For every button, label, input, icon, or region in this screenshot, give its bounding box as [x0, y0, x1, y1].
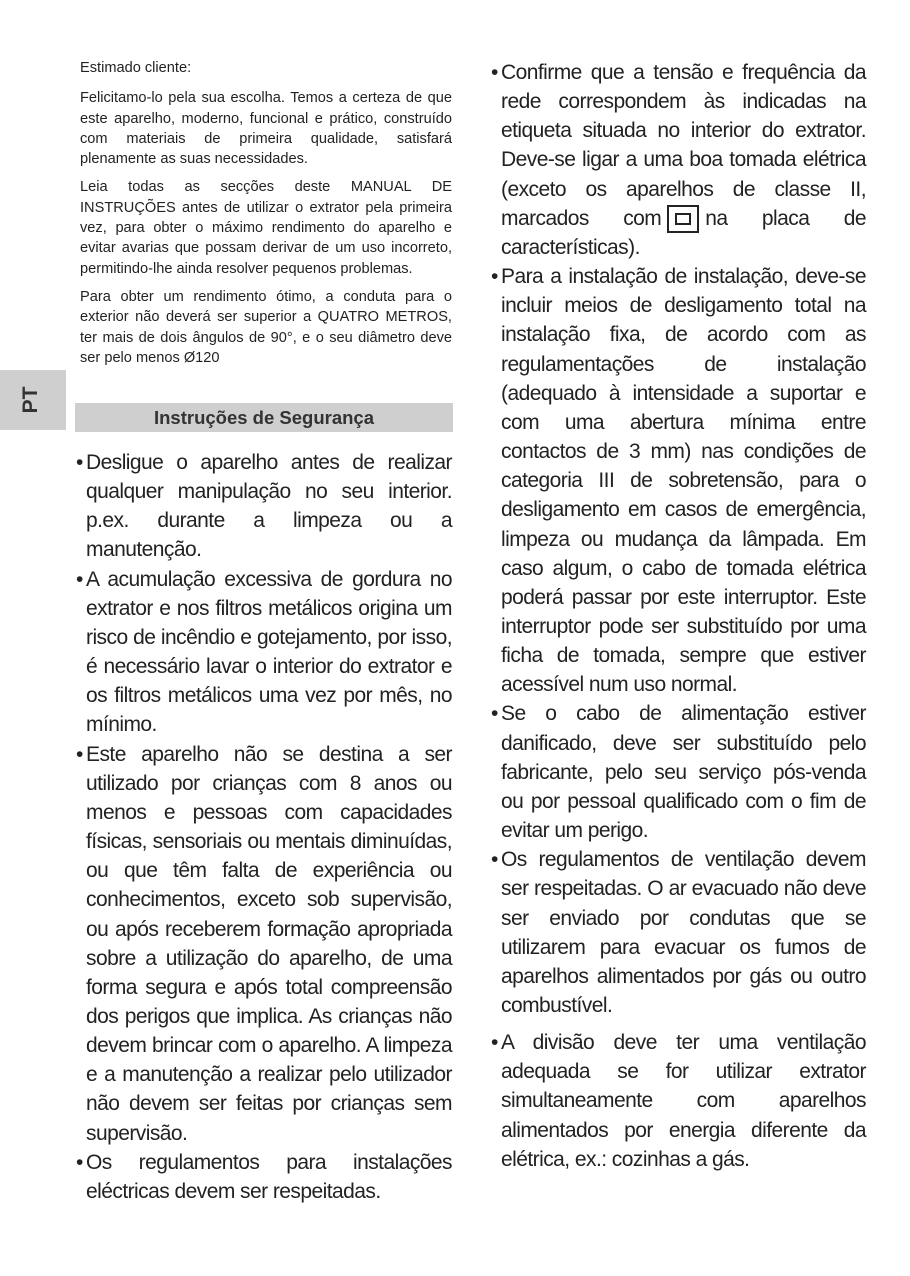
safety-item: • Se o cabo de alimentação estiver danificado, deve ser substituído pelo fabricante, pelo seu serviço pós-venda ou por pessoal qualificado com o fim de evitar um perigo.	[494, 699, 866, 845]
safety-item	[494, 58, 866, 262]
section-heading: Instruções de Segurança	[75, 403, 453, 432]
safety-item: • Este aparelho não se destina a ser utilizado por crianças com 8 anos ou menos e pessoas com capacidades físicas, sensoriais ou mentais diminuídas, ou que têm falta de experiência ou conhecimentos, exceto sob supervisão, ou após receberem formação apropriada sobre a utilização do aparelho, de uma forma segura e após total compreensão dos perigos que implica. As crianças não devem brincar com o aparelho. A limpeza e a manutenção a realizar pelo utilizador não devem ser feitas por crianças sem supervisão.	[79, 740, 452, 1148]
safety-item: • Os regulamentos de ventilação devem ser respeitadas. O ar evacuado não deve ser enviado por condutas que se utilizarem para evacuar os fumos de aparelhos alimentados por gás ou outro combustível.	[494, 845, 866, 1020]
class-ii-symbol-icon	[667, 205, 699, 233]
safety-item-text: Confirme que a tensão e frequência da rede correspondem às indicadas na etiqueta situada no interior do extrator. Deve-se ligar a uma boa tomada elétrica (exceto os aparelhos de classe II, marcados com	[501, 61, 866, 230]
safety-item: • Para a instalação de instalação, deve-se incluir meios de desligamento total na instalação fixa, de acordo com as regulamentações de instalação (adequado à intensidade a suportar e com uma abertura mínima entre contactos de 3 mm) nas condições de categoria III de sobretensão, para o desligamento em casos de emergência, limpeza ou mudança da lâmpada. Em caso algum, o cabo de tomada elétrica poderá passar por este interruptor. Este interruptor pode ser substituído por uma ficha de tomada, sempre que estiver acessível num uso normal.	[494, 262, 866, 699]
safety-item: • Desligue o aparelho antes de realizar qualquer manipulação no seu interior. p.ex. durante a limpeza ou a manutenção.	[79, 448, 452, 565]
intro-greeting: Estimado cliente:	[80, 60, 192, 76]
intro-paragraph-2: Leia todas as secções deste MANUAL DE INSTRUÇÕES antes de utilizar o extrator pela primeira vez, para obter o máximo rendimento do aparelho e evitar avarias que possam derivar de um uso incorreto, permitindo-lhe ainda resolver pequenos problemas.	[80, 179, 452, 277]
language-tab-label: PT	[19, 386, 42, 414]
intro-paragraph-3: Para obter um rendimento ótimo, a conduta para o exterior não deverá ser superior a QUATRO METROS, ter mais de dois ângulos de 90°, e o seu diâmetro deve ser pelo menos Ø120	[80, 288, 452, 366]
intro-paragraph-1: Felicitamo-lo pela sua escolha. Temos a certeza de que este aparelho, moderno, funcional e prático, construído com materiais de primeira qualidade, satisfará plenamente as suas necessidades.	[80, 90, 452, 168]
safety-item: • A divisão deve ter uma ventilação adequada se for utilizar extrator simultaneamente com aparelhos alimentados por energia diferente da elétrica, ex.: cozinhas a gás.	[494, 1028, 866, 1174]
left-safety-list	[79, 448, 452, 1206]
safety-item-text: na placa de características).	[501, 206, 866, 259]
language-tab	[0, 370, 66, 430]
safety-item: • A acumulação excessiva de gordura no extrator e nos filtros metálicos origina um risco de incêndio e gotejamento, por isso, é necessário lavar o interior do extrator e os filtros metálicos uma vez por mês, no mínimo.	[79, 565, 452, 740]
right-safety-list	[494, 58, 866, 1174]
intro-text	[80, 58, 452, 376]
safety-item: • Os regulamentos para instalações eléctricas devem ser respeitadas.	[79, 1148, 452, 1206]
